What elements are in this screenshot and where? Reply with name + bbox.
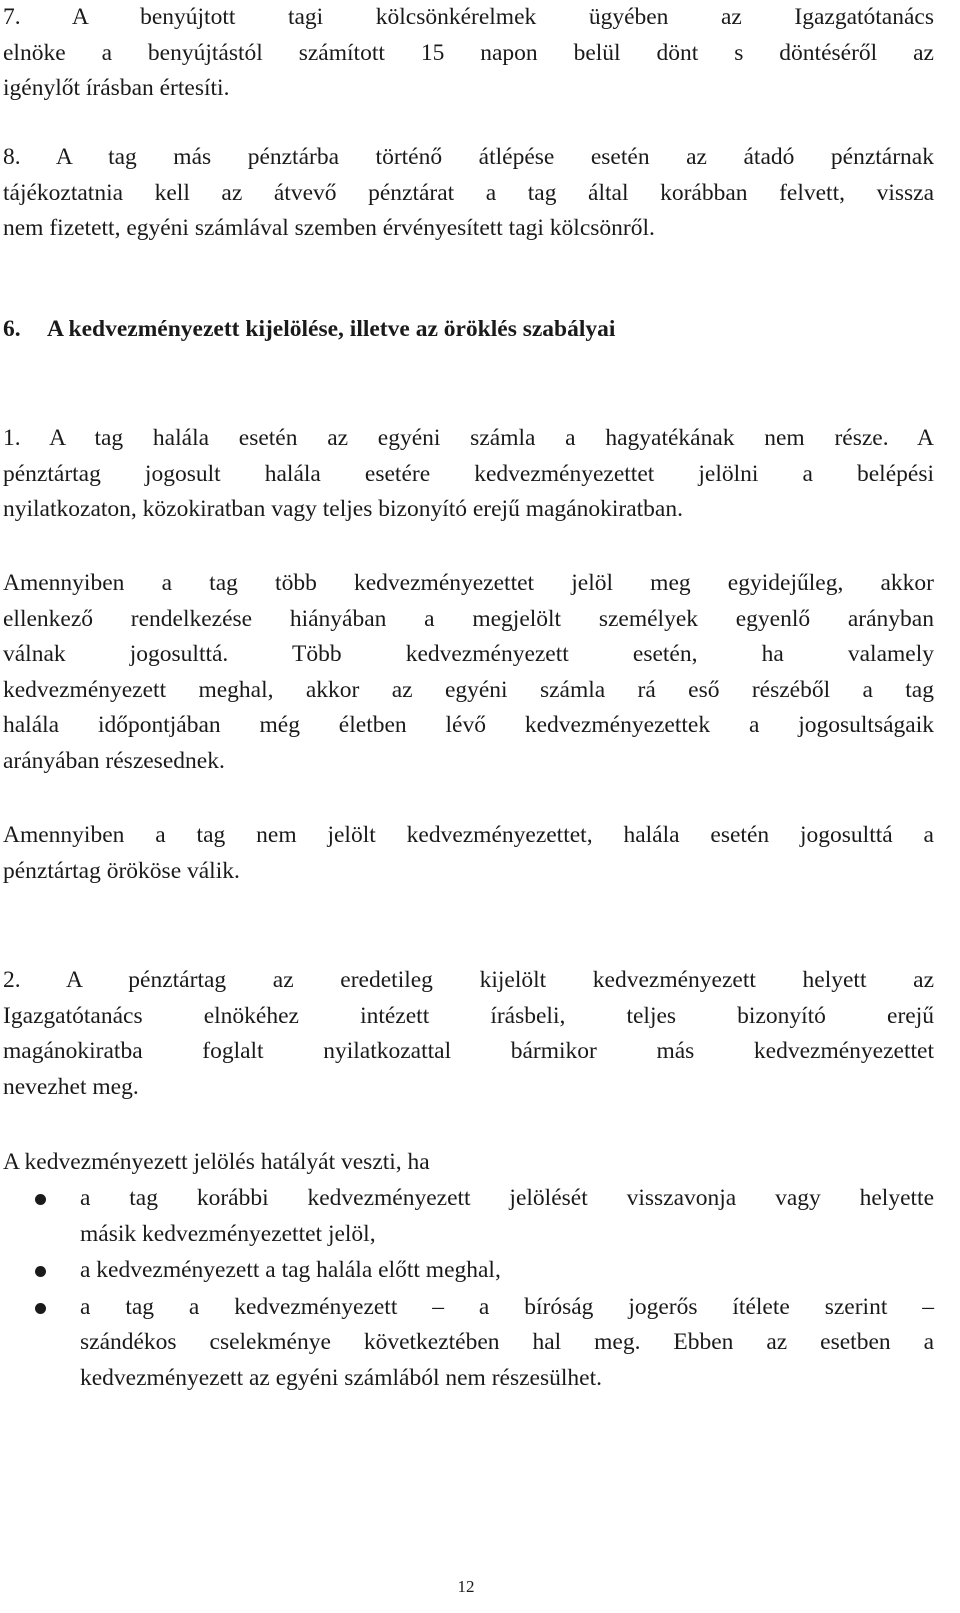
text-line: a kedvezményezett a tag halála előtt meghal, [80, 1257, 501, 1283]
section-7-paragraph [3, 0, 934, 107]
text-line: pénztártag jogosult halála esetére kedvezményezettet jelölni a belépési [3, 460, 934, 487]
page-number: 12 [457, 1577, 475, 1596]
paragraph-1 [3, 421, 934, 528]
paragraph-lapse-intro [3, 1145, 934, 1181]
text-line: A kedvezményezett jelölés hatályát veszti, ha [3, 1149, 430, 1175]
text-line: tájékoztatnia kell az átvevő pénztárat a tag által korábban felvett, vissza [3, 179, 934, 206]
bullet-icon [35, 1194, 46, 1205]
text-line: nem fizetett, egyéni számlával szemben érvényesített tagi kölcsönről. [3, 215, 655, 241]
text-line: Amennyiben a tag több kedvezményezettet jelöl meg egyidejűleg, akkor [3, 570, 934, 596]
text-line: a tag a kedvezményezett – a bíróság jogerős ítélete szerint – [80, 1293, 934, 1320]
heading-title: A kedvezményezett kijelölése, illetve az öröklés szabályai [47, 316, 616, 342]
text-line: nyilatkozaton, közokiratban vagy teljes bizonyító erejű magánokiratban. [3, 496, 683, 522]
list-item [3, 1181, 934, 1252]
text-line: másik kedvezményezettet jelöl, [80, 1220, 376, 1247]
bullet-icon [35, 1266, 46, 1277]
text-line: igénylőt írásban értesíti. [3, 75, 230, 101]
text-line: Igazgatótanács elnökéhez intézett írásbeli, teljes bizonyító erejű [3, 1002, 934, 1029]
lapse-conditions-list [3, 1181, 934, 1396]
section-8-paragraph [3, 140, 934, 247]
text-line: 2. A pénztártag az eredetileg kijelölt kedvezményezett helyett az [3, 967, 934, 993]
list-item [3, 1253, 934, 1289]
text-line: szándékos cselekménye következtében hal meg. Ebben az esetben a [80, 1329, 934, 1355]
text-line: Amennyiben a tag nem jelölt kedvezményezettet, halála esetén jogosulttá a [3, 822, 934, 848]
text-line: kedvezményezett az egyéni számlából nem részesülhet. [80, 1364, 602, 1391]
bullet-icon [35, 1303, 46, 1314]
heading-number: 6. [3, 316, 21, 342]
list-item [3, 1290, 934, 1397]
paragraph-2 [3, 963, 934, 1105]
text-line: pénztártag örököse válik. [3, 857, 240, 884]
text-line: 7. A benyújtott tagi kölcsönkérelmek ügyében az Igazgatótanács [3, 4, 934, 30]
text-line: elnöke a benyújtástól számított 15 napon belül dönt s döntéséről az [3, 39, 934, 66]
text-line: a tag korábbi kedvezményezett jelölését visszavonja vagy helyette [80, 1185, 934, 1211]
text-line: 8. A tag más pénztárba történő átlépése esetén az átadó pénztárnak [3, 144, 934, 170]
text-line: arányában részesednek. [3, 747, 225, 774]
text-line: nevezhet meg. [3, 1073, 139, 1100]
paragraph-multiple-beneficiaries [3, 566, 934, 779]
text-line: válnak jogosulttá. Több kedvezményezett esetén, ha valamely [3, 641, 934, 667]
paragraph-no-beneficiary [3, 818, 934, 889]
text-line: halála időpontjában még életben lévő kedvezményezettek a jogosultságaik [3, 712, 934, 738]
text-line: magánokiratba foglalt nyilatkozattal bármikor más kedvezményezettet [3, 1038, 934, 1064]
text-line: 1. A tag halála esetén az egyéni számla a hagyatékának nem része. A [3, 425, 934, 451]
text-line: kedvezményezett meghal, akkor az egyéni számla rá eső részéből a tag [3, 676, 934, 703]
section-heading [3, 312, 615, 347]
text-line: ellenkező rendelkezése hiányában a megjelölt személyek egyenlő arányban [3, 605, 934, 632]
